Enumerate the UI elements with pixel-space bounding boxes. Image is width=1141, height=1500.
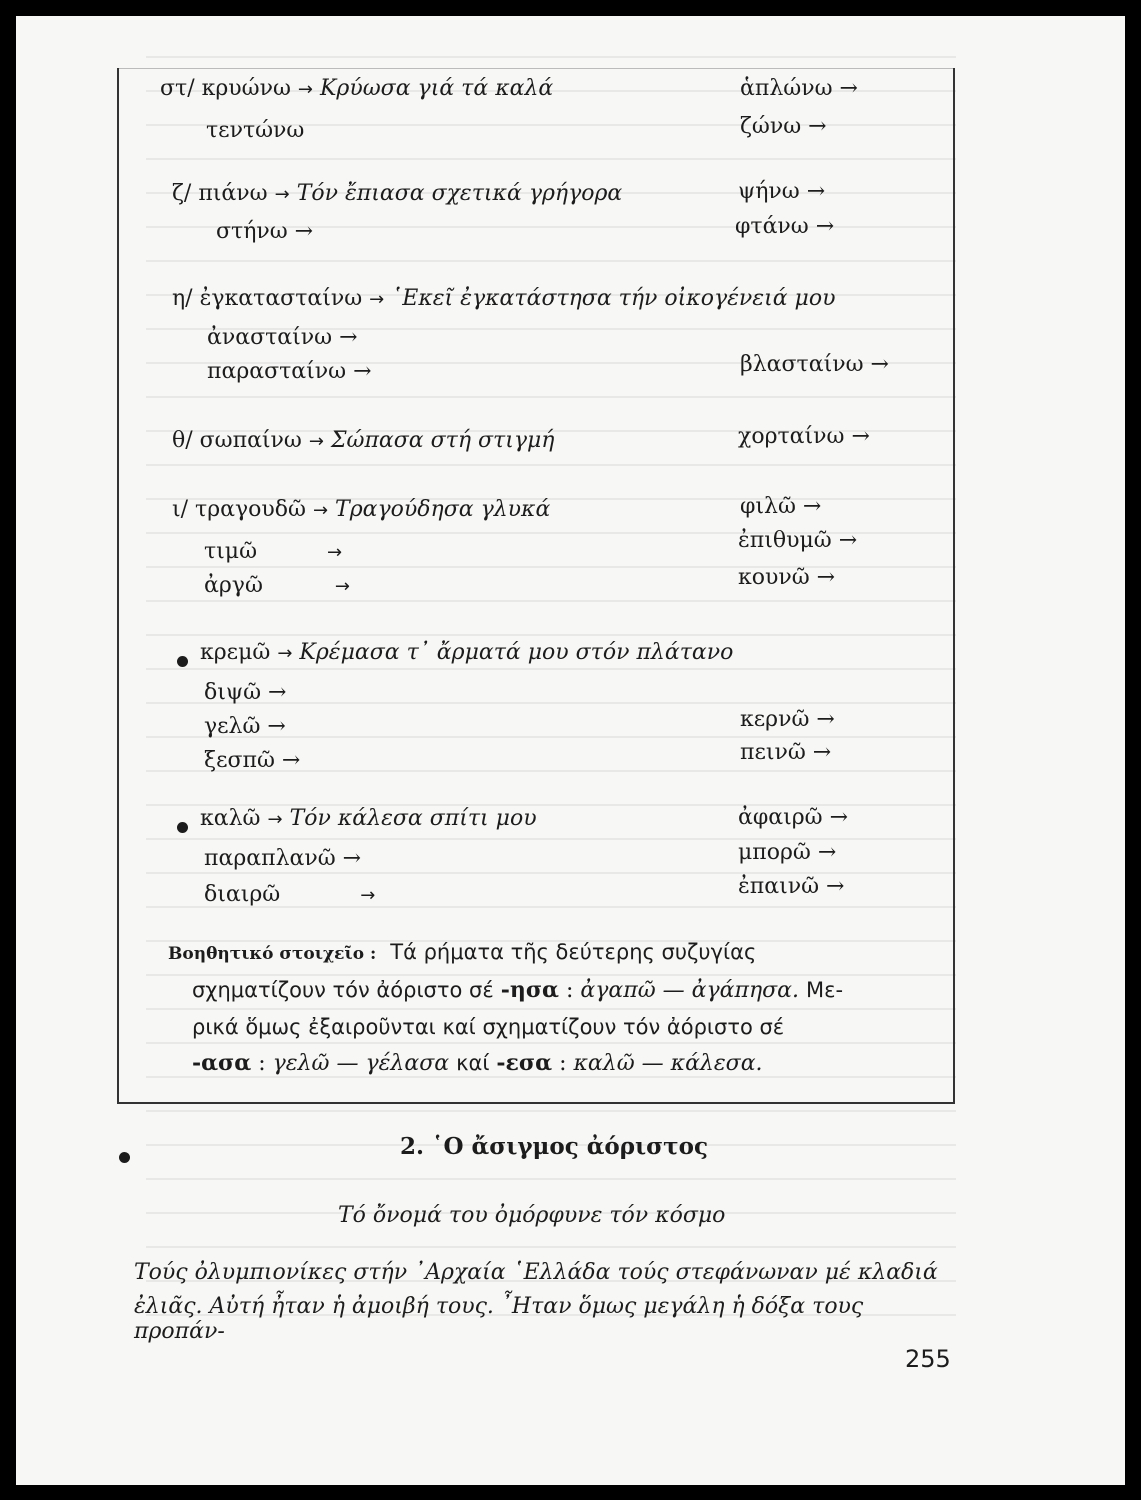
verb-row: διαιρῶ →: [204, 882, 376, 907]
verb-right: κουνῶ →: [738, 565, 836, 590]
paragraph-line: ἐλιᾶς. Αὐτή ἦταν ἡ ἀμοιβή τους. ῏Ηταν ὅμως μεγάλη ἡ δόξα τους προπάν-: [134, 1294, 864, 1344]
section-heading: 2. ῾Ο ἄσιγμος ἀόριστος: [400, 1133, 708, 1160]
verb-right: πεινῶ →: [740, 740, 832, 765]
helper-note: Βοηθητικό στοιχεῖο : Τά ρήματα τῆς δεύτερης συζυγίας σχηματίζουν τόν ἀόριστο σέ -ησα : ἀγαπῶ — ἀγάπησα. Με- ρικά ὅμως ἐξαιροῦνται καί σχηματίζουν τόν ἀόριστο σέ -ασα : γελῶ — γέλασα καί -εσα : καλῶ — κάλεσα.: [168, 940, 844, 1076]
verb-row: στήνω →: [216, 219, 314, 244]
verb-right: φιλῶ →: [740, 494, 822, 519]
verb-row: ζ/ πιάνω → Τόν ἔπιασα σχετικά γρήγορα: [172, 181, 623, 206]
verb-row: η/ ἐγκατασταίνω → ῾Εκεῖ ἐγκατάστησα τήν οἰκογένειά μου: [172, 286, 836, 311]
verb-row: τιμῶ →: [204, 539, 343, 564]
verb-row: κρεμῶ → Κρέμασα τ᾿ ἄρματά μου στόν πλάτανο: [200, 640, 734, 665]
verb-row: ἀνασταίνω →: [207, 325, 358, 350]
verb-right: ἁπλώνω →: [740, 76, 858, 101]
verb-row: ι/ τραγουδῶ → Τραγούδησα γλυκά: [172, 497, 551, 522]
verb-row: καλῶ → Τόν κάλεσα σπίτι μου: [200, 806, 537, 831]
page-number: 255: [905, 1345, 951, 1373]
verb-row: τεντώνω: [206, 118, 305, 143]
verb-row: ἀργῶ →: [204, 573, 350, 598]
verb-row: θ/ σωπαίνω → Σώπασα στή στιγμή: [172, 428, 555, 453]
note-label: Βοηθητικό στοιχεῖο :: [168, 944, 377, 964]
verb-right: ἐπιθυμῶ →: [738, 528, 858, 553]
verb-right: ψήνω →: [738, 179, 826, 204]
paragraph-line: Τούς ὀλυμπιονίκες στήν ᾿Αρχαία ῾Ελλάδα τούς στεφάνωναν μέ κλαδιά: [134, 1260, 938, 1285]
verb-row: παρασταίνω →: [207, 359, 372, 384]
verb-right: ζώνω →: [740, 114, 827, 139]
bullet-icon: [177, 656, 188, 667]
section-subtitle: Τό ὄνομά του ὀμόρφυνε τόν κόσμο: [338, 1203, 726, 1228]
verb-right: φτάνω →: [735, 214, 835, 239]
verb-row: ξεσπῶ →: [204, 748, 301, 773]
bullet-icon: [177, 822, 188, 833]
verb-row: στ/ κρυώνω → Κρύωσα γιά τά καλά: [160, 76, 554, 101]
verb-right: χορταίνω →: [738, 424, 870, 449]
verb-row: διψῶ →: [204, 680, 287, 705]
verb-row: γελῶ →: [204, 714, 286, 739]
verb-row: παραπλανῶ →: [204, 846, 362, 871]
bullet-icon: [119, 1152, 130, 1163]
verb-right: μπορῶ →: [738, 840, 837, 865]
verb-right: ἀφαιρῶ →: [738, 805, 849, 830]
verb-right: κερνῶ →: [740, 707, 835, 732]
verb-right: ἐπαινῶ →: [738, 874, 845, 899]
verb-right: βλασταίνω →: [740, 352, 889, 377]
